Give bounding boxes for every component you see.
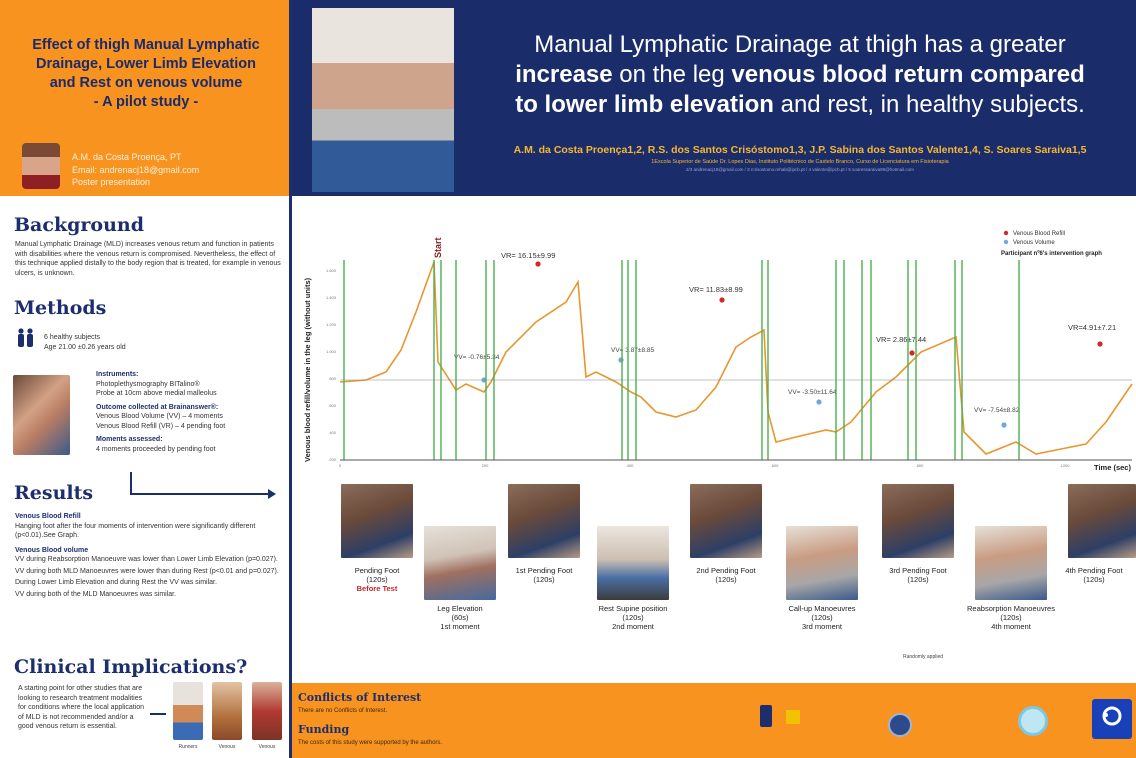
x-tick-label: 0 (338, 463, 342, 468)
methods-heading: Methods (14, 297, 107, 319)
phase-photo (597, 526, 669, 600)
vr-marker (719, 297, 724, 302)
arrow-right-icon (268, 489, 276, 499)
author-list: A.M. da Costa Proença1,2, R.S. dos Santos Crisóstomo1,3, J.P. Sabina dos Santos Valente1,4, S. Soares Saraiva1,5 (513, 144, 1087, 156)
phase-caption: Reabsorption Manoeuvres (120s) 4th moment (967, 604, 1055, 631)
y-tick-label: 1.400 (325, 295, 336, 300)
partner-logo (1092, 699, 1132, 739)
y-axis-label: Venous blood refill/volume in the leg (without units) (303, 277, 312, 462)
venous-chart (296, 222, 1136, 480)
legend-dot-vv (1004, 240, 1008, 244)
headline: Manual Lymphatic Drainage at thigh has a greater increase on the leg venous blood return compared to lower limb elevation and rest, in healthy subjects. (515, 31, 1085, 118)
annotation-label: VV= -0.76±5.34 (454, 354, 500, 361)
annotation-label: VV= 3.87±8.85 (611, 347, 655, 354)
x-tick-label: 200 (481, 463, 489, 468)
vv-marker (816, 399, 821, 404)
legend-item: Venous Volume (1013, 240, 1055, 246)
y-tick-label: 1.200 (325, 322, 336, 327)
phase-caption: Call-up Manoeuvres (120s) 3rd moment (788, 604, 856, 631)
phase-caption: 2nd Pending Foot (120s) (696, 566, 756, 584)
poster-title: Effect of thigh Manual Lymphatic Drainage, Lower Limb Elevation and Rest on venous volume - A pilot study - (32, 37, 260, 110)
y-tick-label: 800 (329, 376, 336, 381)
y-tick-label: 200 (329, 457, 336, 462)
x-tick-label: 600 (771, 463, 779, 468)
x-tick-label: 1000 (1060, 463, 1070, 468)
vv-marker (618, 357, 623, 362)
phase-caption: 1st Pending Foot (120s) (515, 566, 573, 584)
annotation-label: VV= -3.50±11.64 (788, 389, 837, 396)
runner-photo (173, 682, 203, 740)
x-axis-label: Time (sec) (1094, 463, 1131, 472)
annotation-label: VR=4.91±7.21 (1068, 323, 1117, 332)
thumb-caption: Runners (178, 744, 198, 750)
annotation-label: VR= 11.83±8.99 (689, 285, 743, 294)
randomly-applied-note: Randomly applied (903, 654, 944, 660)
phase-photo (690, 484, 762, 558)
x-tick-label: 400 (626, 463, 634, 468)
association-logo (888, 713, 912, 737)
presentation-type: Poster presentation (72, 177, 151, 187)
presenter-avatar (22, 143, 60, 189)
legend-dot-vr (1004, 231, 1008, 235)
phase-caption: Rest Supine position (120s) 2nd moment (598, 604, 668, 631)
people-icon (15, 328, 37, 348)
school-logo (786, 710, 800, 724)
affiliation: 1Escola Superior de Saúde Dr. Lopes Dias, Instituto Politécnico de Castelo Branco, Curso de Licenciatura em Fisioterapia (651, 159, 949, 165)
phase-photo (341, 484, 413, 558)
results-text: Venous Blood Refill Hanging foot after the four moments of intervention were significantly different (p<0.01).See Graph. Venous Blood volume VV during Reabsorption Manoeuvre was lower than Lower Limb Elevation (p=0.027). VV during both MLD Manoeuvres were lower than during Rest (p<0.01 and p=0.027). During Lower Limb Elevation and during Rest the VV was similar. VV during both of the MLD Manoeuvres was similar. (15, 513, 279, 598)
venous-ulcer-photo (252, 682, 282, 740)
y-tick-label: 400 (329, 430, 336, 435)
annotation-label: VR= 2.86±7.44 (876, 335, 927, 344)
venous-chart-svg (296, 222, 1136, 480)
thumb-caption: Venous (218, 744, 236, 750)
funding-text: The costs of this study were supported by the authors. (298, 740, 443, 746)
methods-subjects: 6 healthy subjects Age 21.00 ±0.26 years old (44, 334, 126, 351)
results-heading: Results (14, 482, 94, 504)
arrow-connector (130, 472, 132, 494)
x-tick-label: 800 (916, 463, 924, 468)
vv-marker (1001, 422, 1006, 427)
legend-caption: Participant nº6's intervention graph (1001, 251, 1102, 257)
conflicts-heading: Conflicts of Interest (298, 691, 422, 704)
phase-photo (975, 526, 1047, 600)
vr-marker (1097, 341, 1102, 346)
arrow-connector (150, 713, 166, 715)
funding-heading: Funding (298, 723, 350, 736)
phase-caption: Pending Foot (120s) Before Test (354, 566, 400, 593)
presenter-name: A.M. da Costa Proença, PT (72, 152, 182, 162)
vr-marker (909, 350, 914, 355)
phase-caption: Leg Elevation (60s) 1st moment (437, 604, 483, 631)
vr-marker (535, 261, 540, 266)
y-tick-label: 600 (329, 403, 336, 408)
annotation-label: VR= 16.15±9.99 (501, 251, 556, 260)
presenter-email[interactable]: Email: andrenacj18@gmail.com (72, 164, 200, 175)
y-tick-label: 1.000 (325, 349, 336, 354)
thigh-massage-photo (312, 8, 454, 192)
phase-caption: 3rd Pending Foot (120s) (889, 566, 947, 584)
thumb-caption: Venous (258, 744, 276, 750)
annotation-label: VV= -7.54±8.82 (974, 407, 1020, 414)
partner-logo-icon (1092, 699, 1132, 739)
clinical-heading: Clinical Implications? (14, 656, 248, 678)
start-label: Start (433, 237, 443, 258)
y-tick-label: 1.600 (325, 268, 336, 273)
author-emails: 2/3 andrenacj18@gmail.com / 3 rcrisostomo.rehab@ipcb.pt / 4 valente@ipcb.pt / 5 soaressaraiva99@hotmail.com (686, 167, 914, 172)
presenter-info (72, 151, 199, 189)
background-text: Manual Lymphatic Drainage (MLD) increases venous return and function in patients with disabilities where the venous return is compromised. Nevertheless, the effect of this technique applied distally to the body region that is treated, for example in venous ulcers, is unknown. (15, 241, 281, 277)
brain-logo (1018, 706, 1048, 736)
phase-caption: 4th Pending Foot (120s) (1065, 566, 1123, 584)
background-heading: Background (14, 214, 144, 236)
legend-item: Venous Blood Refill (1013, 231, 1066, 237)
institution-logo (760, 705, 772, 727)
phase-photo (1068, 484, 1136, 558)
arrow-connector-horizontal (130, 493, 270, 495)
venous-photo (212, 682, 242, 740)
phase-photo (882, 484, 954, 558)
phase-photo (508, 484, 580, 558)
poster-title-box (0, 0, 289, 196)
phase-photo (786, 526, 858, 600)
probe-photo (13, 375, 70, 455)
methods-instruments: Instruments: Photoplethysmography BITalino® Probe at 10cm above medial malleolus Outcome collected at Brainanswer®: Venous Blood Volume (VV) – 4 moments Venous Blood Refill (VR) – 4 pending foot Moments assessed: 4 moments proceeded by pending foot (96, 371, 226, 453)
phase-photo (424, 526, 496, 600)
clinical-text: A starting point for other studies that are looking to research treatment modalities for conditions where the local application of MLD is not recommended and/or a good venous return is essential. (18, 685, 145, 730)
chart-legend (1001, 231, 1102, 257)
conflicts-text: There are no Conflicts of Interest. (298, 708, 388, 714)
